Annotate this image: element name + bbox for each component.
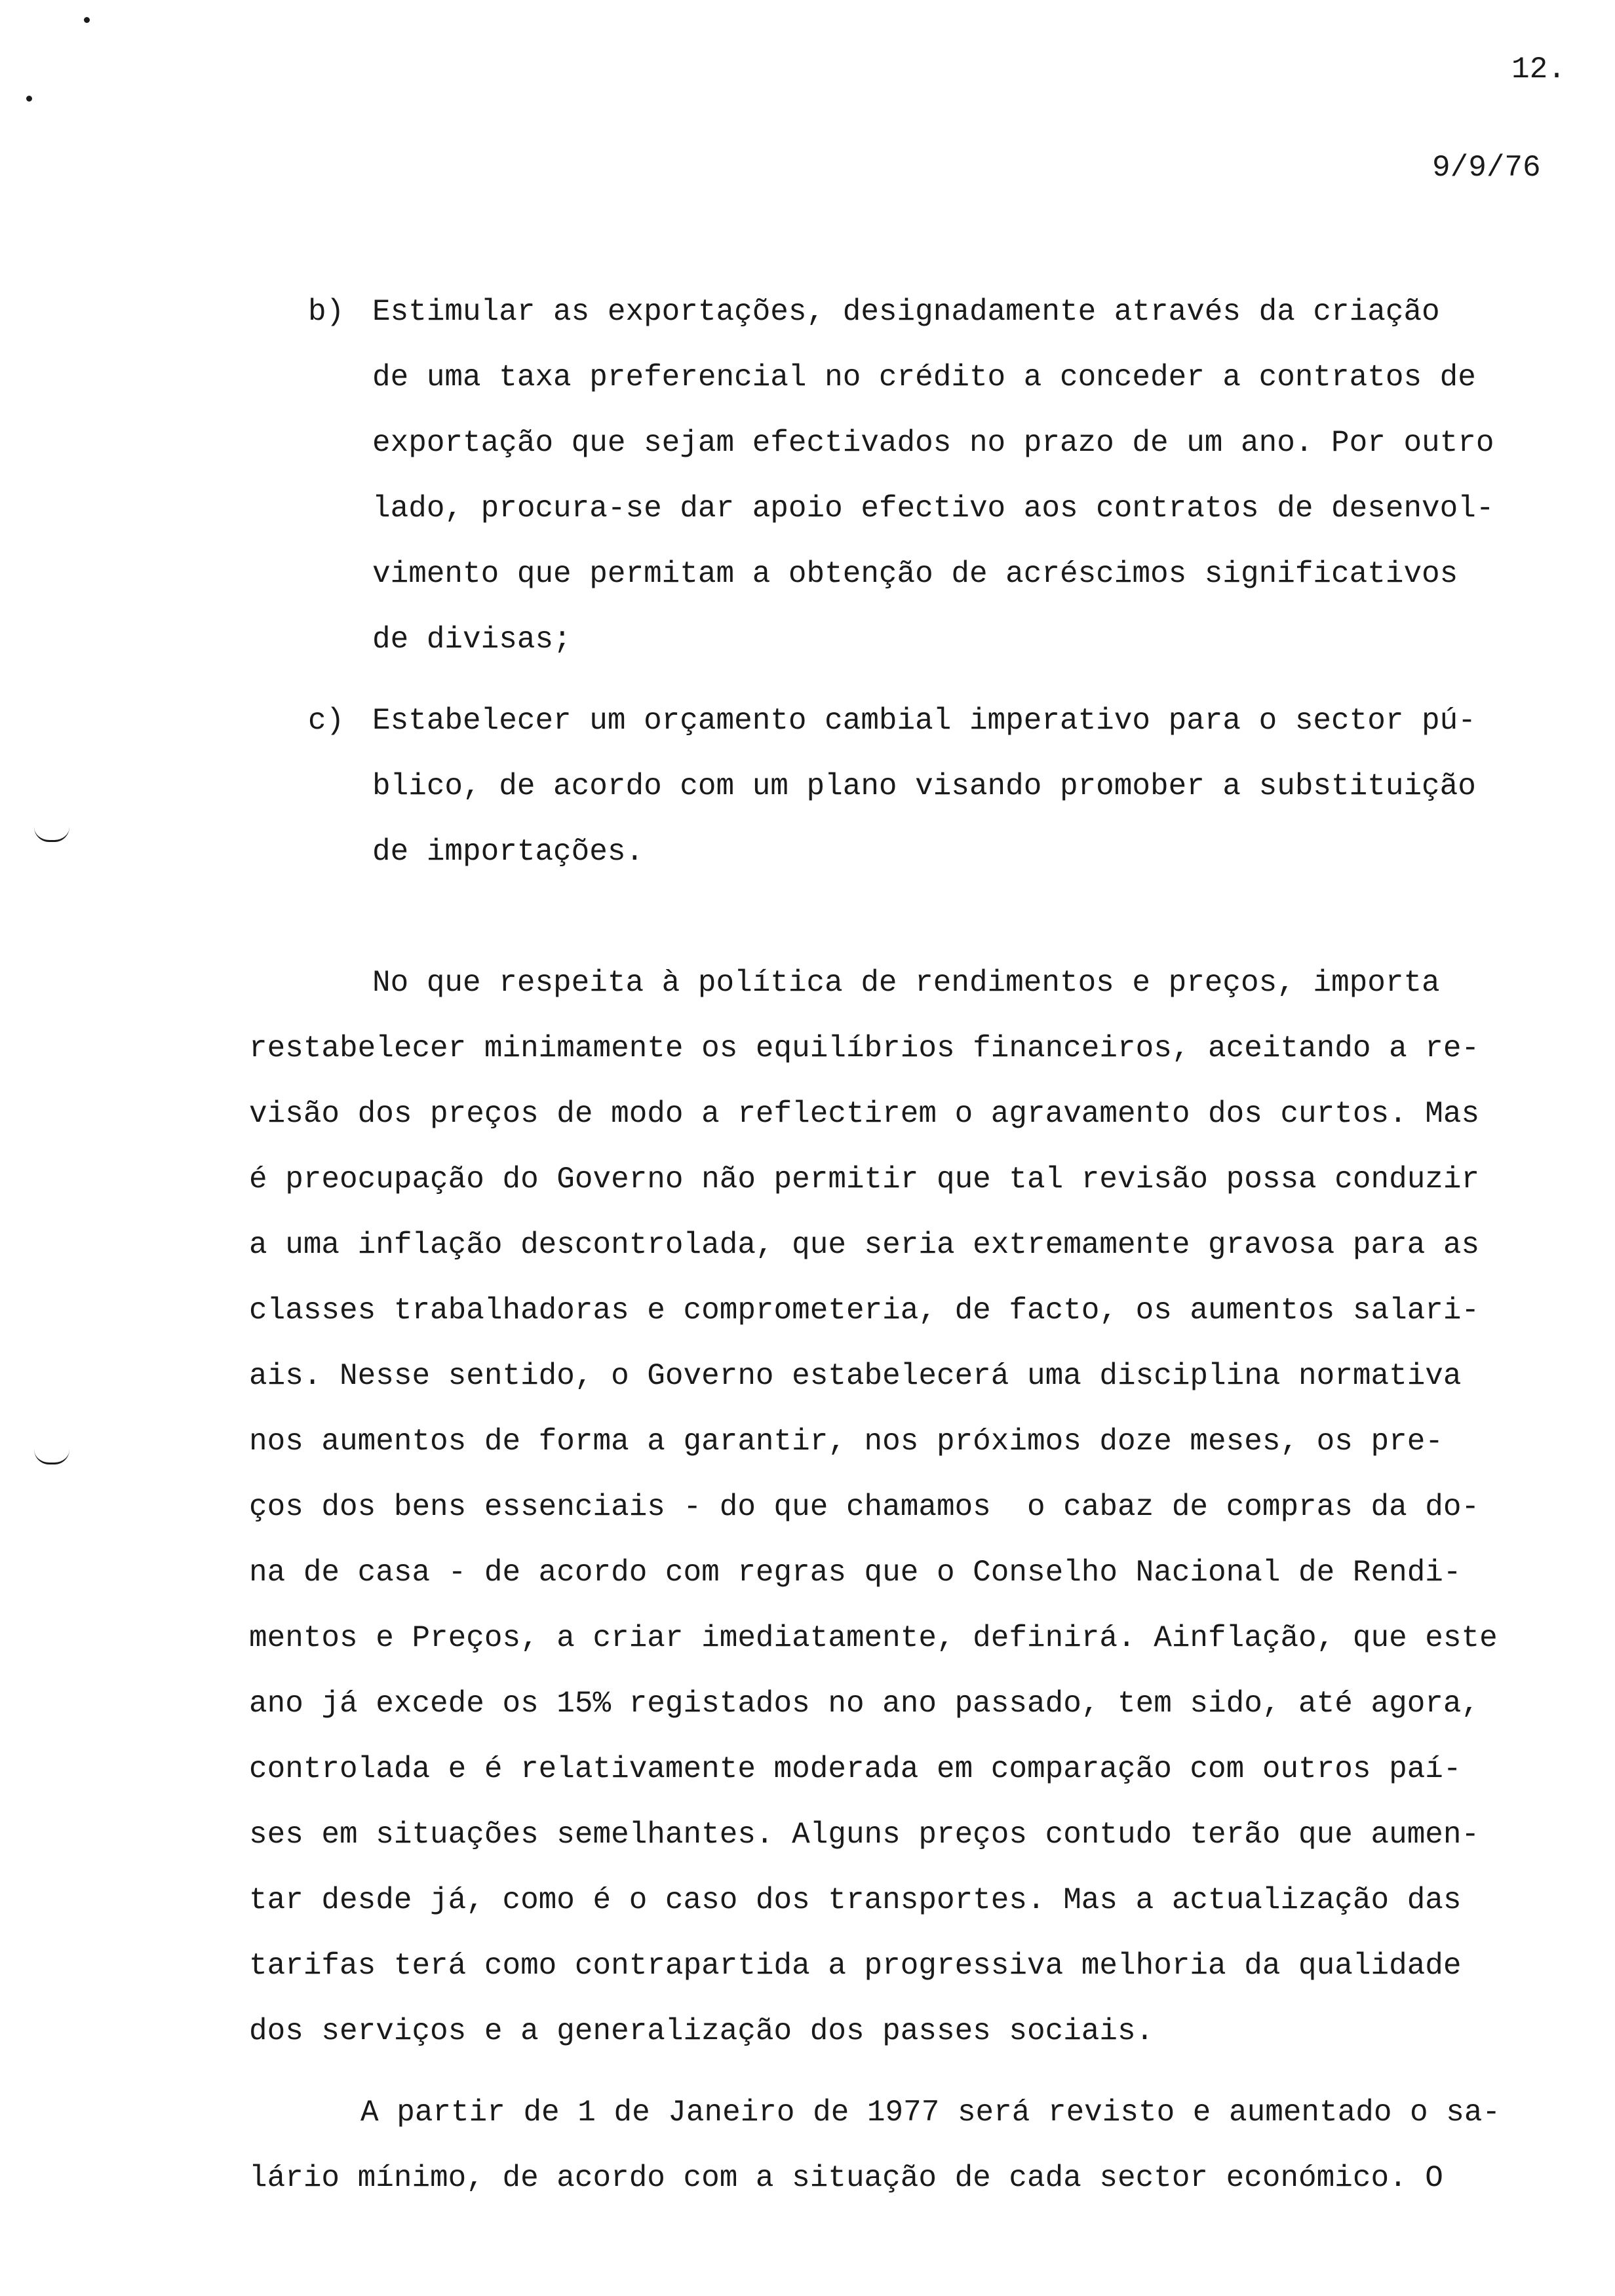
- punch-hole-mark: [34, 1449, 69, 1464]
- paragraph-line: mentos e Preços, a criar imediatamente, definirá. Ainflação, que este: [249, 1621, 1498, 1655]
- item-b-line: Estimular as exportações, designadamente através da criação: [372, 295, 1440, 329]
- document-date: 9/9/76: [1432, 151, 1541, 185]
- stray-dot: [84, 17, 90, 23]
- item-b-line: de divisas;: [372, 622, 572, 657]
- paragraph-line: lário mínimo, de acordo com a situação de cada sector económico. O: [249, 2161, 1443, 2195]
- item-b-line: exportação que sejam efectivados no prazo de um ano. Por outro: [372, 426, 1494, 460]
- list-marker-c: c): [308, 704, 345, 738]
- item-b-line: lado, procura-se dar apoio efectivo aos contratos de desenvol-: [372, 491, 1494, 526]
- paragraph-line: nos aumentos de forma a garantir, nos próximos doze meses, os pre-: [249, 1425, 1443, 1459]
- paragraph-line: ços dos bens essenciais - do que chamamos o cabaz de compras da do-: [249, 1490, 1480, 1524]
- paragraph-line: é preocupação do Governo não permitir que tal revisão possa conduzir: [249, 1162, 1480, 1196]
- paragraph-line: visão dos preços de modo a reflectirem o agravamento dos curtos. Mas: [249, 1097, 1480, 1131]
- list-marker-b: b): [308, 295, 345, 329]
- item-c-line: blico, de acordo com um plano visando promober a substituição: [372, 769, 1476, 803]
- paragraph-line: No que respeita à política de rendimentos e preços, importa: [372, 966, 1440, 1000]
- paragraph-line: controlada e é relativamente moderada em comparação com outros paí-: [249, 1752, 1462, 1786]
- paragraph-line: A partir de 1 de Janeiro de 1977 será revisto e aumentado o sa-: [360, 2095, 1501, 2130]
- paragraph-line: classes trabalhadoras e comprometeria, de facto, os aumentos salari-: [249, 1293, 1480, 1328]
- paragraph-line: na de casa - de acordo com regras que o Conselho Nacional de Rendi-: [249, 1556, 1462, 1590]
- item-c-line: de importações.: [372, 835, 644, 869]
- punch-hole-mark: [34, 827, 69, 842]
- item-b-line: de uma taxa preferencial no crédito a conceder a contratos de: [372, 360, 1476, 394]
- paragraph-line: ano já excede os 15% registados no ano passado, tem sido, até agora,: [249, 1687, 1480, 1721]
- paragraph-line: ais. Nesse sentido, o Governo estabelecerá uma disciplina normativa: [249, 1359, 1462, 1393]
- paragraph-line: tarifas terá como contrapartida a progressiva melhoria da qualidade: [249, 1949, 1462, 1983]
- paragraph-line: tar desde já, como é o caso dos transportes. Mas a actualização das: [249, 1883, 1462, 1917]
- page-number: 12.: [1511, 52, 1566, 86]
- paragraph-line: restabelecer minimamente os equilíbrios financeiros, aceitando a re-: [249, 1031, 1480, 1065]
- paragraph-line: a uma inflação descontrolada, que seria extremamente gravosa para as: [249, 1228, 1480, 1262]
- stray-dot: [26, 96, 32, 102]
- paragraph-line: dos serviços e a generalização dos passes sociais.: [249, 2014, 1154, 2048]
- paragraph-line: ses em situações semelhantes. Alguns preços contudo terão que aumen-: [249, 1818, 1480, 1852]
- item-c-line: Estabelecer um orçamento cambial imperativo para o sector pú-: [372, 704, 1476, 738]
- item-b-line: vimento que permitam a obtenção de acréscimos significativos: [372, 557, 1458, 591]
